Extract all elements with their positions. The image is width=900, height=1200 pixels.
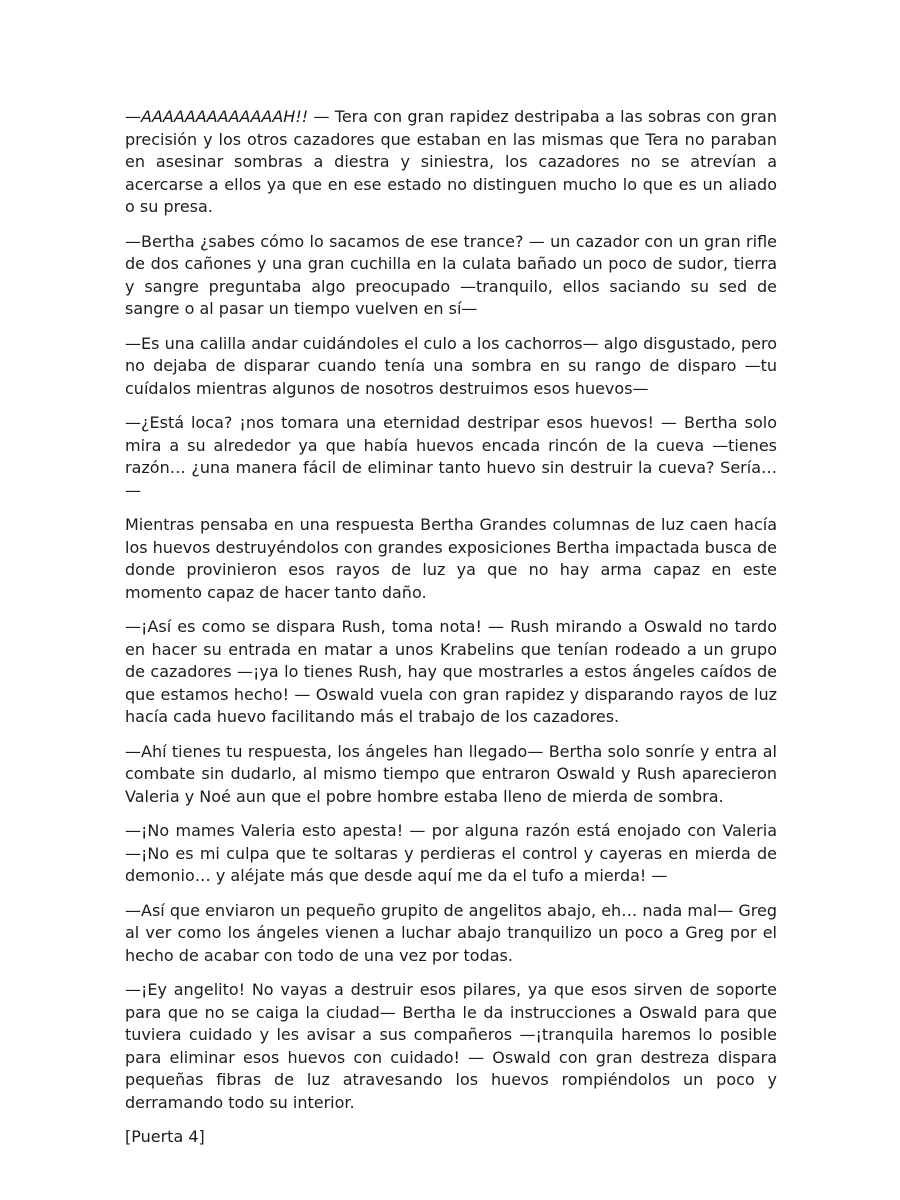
paragraph-1-text: — Tera con gran rapidez destripaba a las sobras con gran precisión y los otros cazadores que estaban en las mismas que Tera no paraban en asesinar sombras a diestra y siniestra, los cazadores no se atrevían a acercarse a ellos ya que en ese estado no distinguen mucho lo que es un aliado o su presa. bbox=[125, 107, 777, 216]
paragraph-1 bbox=[125, 106, 777, 219]
paragraph-2: —Bertha ¿sabes cómo lo sacamos de ese trance? — un cazador con un gran rifle de dos cañones y una gran cuchilla en la culata bañado un poco de sudor, tierra y sangre preguntaba algo preocupado —tranquilo, ellos saciando su sed de sangre o al pasar un tiempo vuelven en sí— bbox=[125, 231, 777, 318]
paragraph-9: —Así que enviaron un pequeño grupito de angelitos abajo, eh… nada mal— Greg al ver como los ángeles vienen a luchar abajo tranquilizo un poco a Greg por el hecho de acabar con todo de una vez por todas. bbox=[125, 900, 777, 965]
paragraph-1-lead: —AAAAAAAAAAAAAH!! bbox=[125, 107, 309, 126]
paragraph-10: —¡Ey angelito! No vayas a destruir esos pilares, ya que esos sirven de soporte para que no se caiga la ciudad— Bertha le da instrucciones a Oswald para que tuviera cuidado y les avisar a sus compañeros —¡tranquila haremos lo posible para eliminar esos huevos con cuidado! — Oswald con gran destreza dispara pequeñas fibras de luz atravesando los huevos rompiéndolos un poco y derramando todo su interior. bbox=[125, 980, 777, 1112]
section-marker: [Puerta 4] bbox=[125, 1127, 205, 1146]
paragraph-6: —¡Así es como se dispara Rush, toma nota! — Rush mirando a Oswald no tardo en hacer su entrada en matar a unos Krabelins que tenían rodeado a un grupo de cazadores —¡ya lo tienes Rush, hay que mostrarles a estos ángeles caídos de que estamos hecho! — Oswald vuela con gran rapidez y disparando rayos de luz hacía cada huevo facilitando más el trabajo de los cazadores. bbox=[125, 617, 777, 726]
paragraph-7: —Ahí tienes tu respuesta, los ángeles han llegado— Bertha solo sonríe y entra al combate sin dudarlo, al mismo tiempo que entraron Oswald y Rush aparecieron Valeria y Noé aun que el pobre hombre estaba lleno de mierda de sombra. bbox=[125, 741, 777, 806]
paragraph-4: —¿Está loca? ¡nos tomara una eternidad destripar esos huevos! — Bertha solo mira a su alrededor ya que había huevos encada rincón de la cueva —tienes razón… ¿una manera fácil de eliminar tanto huevo sin destruir la cueva? Sería…— bbox=[125, 413, 777, 500]
paragraph-5: Mientras pensaba en una respuesta Bertha Grandes columnas de luz caen hacía los huevos destruyéndolos con grandes exposiciones Bertha impactada busca de donde provinieron esos rayos de luz ya que no hay arma capaz en este momento capaz de hacer tanto daño. bbox=[125, 515, 777, 602]
document-page bbox=[125, 106, 777, 1149]
paragraph-3: —Es una calilla andar cuidándoles el culo a los cachorros— algo disgustado, pero no dejaba de disparar cuando tenía una sombra en su rango de disparo —tu cuídalos mientras algunos de nosotros destruimos esos huevos— bbox=[125, 333, 777, 398]
paragraph-8: —¡No mames Valeria esto apesta! — por alguna razón está enojado con Valeria —¡No es mi culpa que te soltaras y perdieras el control y cayeras en mierda de demonio… y aléjate más que desde aquí me da el tufo a mierda! — bbox=[125, 821, 777, 885]
